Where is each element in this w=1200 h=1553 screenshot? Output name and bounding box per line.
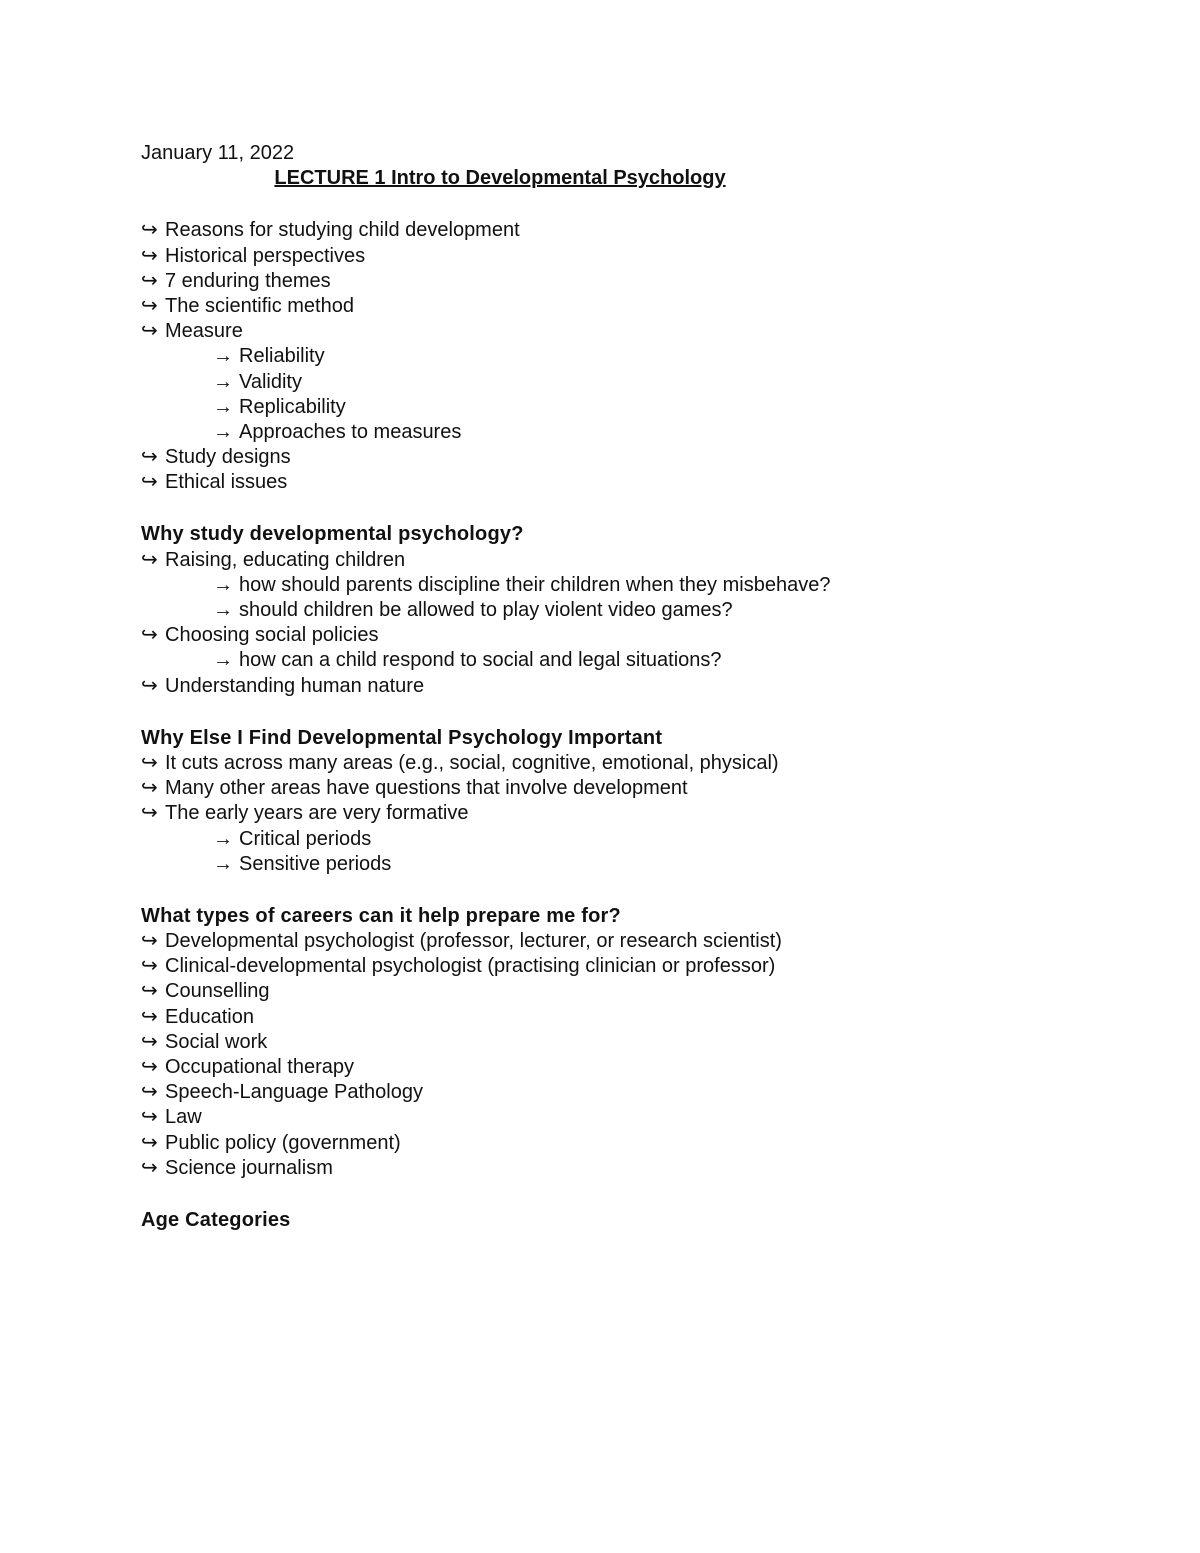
list-item: ↪ Public policy (government) xyxy=(141,1131,1061,1156)
hook-arrow-icon: ↪ xyxy=(141,244,158,267)
sub-list-item: → Critical periods xyxy=(141,827,1061,852)
sub-list-item: → Validity xyxy=(141,370,1061,395)
right-arrow-icon: → xyxy=(213,370,233,393)
hook-arrow-icon: ↪ xyxy=(141,548,158,571)
list-item: ↪ Measure xyxy=(141,319,1061,344)
list-item: ↪ Education xyxy=(141,1005,1061,1030)
hook-arrow-icon: ↪ xyxy=(141,471,158,494)
section-heading: Why study developmental psychology? xyxy=(141,523,524,546)
hook-arrow-icon: ↪ xyxy=(141,446,158,469)
hook-arrow-icon: ↪ xyxy=(141,802,158,825)
list-item: ↪ Raising, educating children xyxy=(141,548,1061,573)
hook-arrow-icon: ↪ xyxy=(141,674,158,697)
right-arrow-icon: → xyxy=(213,599,233,621)
right-arrow-icon: → xyxy=(213,573,233,596)
right-arrow-icon: → xyxy=(213,852,233,875)
hook-arrow-icon: ↪ xyxy=(141,930,158,953)
list-item: ↪ Ethical issues xyxy=(141,470,1061,495)
careers-section xyxy=(141,904,1061,1181)
hook-arrow-icon: ↪ xyxy=(141,1005,158,1028)
list-item: ↪ Occupational therapy xyxy=(141,1055,1061,1080)
spacer xyxy=(141,191,1061,218)
list-item: ↪ Reasons for studying child development xyxy=(141,218,1061,243)
list-item: ↪ Understanding human nature xyxy=(141,674,1061,699)
document-date: January 11, 2022 xyxy=(141,142,295,164)
sub-list-item: → how can a child respond to social and legal situations? xyxy=(141,648,1061,673)
hook-arrow-icon: ↪ xyxy=(141,980,158,1003)
hook-arrow-icon: ↪ xyxy=(141,955,158,978)
section-heading: What types of careers can it help prepare me for? xyxy=(141,904,621,927)
list-item: ↪ Many other areas have questions that involve development xyxy=(141,776,1061,801)
hook-arrow-icon: ↪ xyxy=(141,1156,158,1179)
document-page xyxy=(141,141,1061,1233)
hook-arrow-icon: ↪ xyxy=(141,269,158,292)
spacer xyxy=(141,699,1061,726)
list-item: ↪ It cuts across many areas (e.g., social, cognitive, emotional, physical) xyxy=(141,751,1061,776)
list-item: ↪ Developmental psychologist (professor, lecturer, or research scientist) xyxy=(141,929,1061,954)
list-item: ↪ Science journalism xyxy=(141,1156,1061,1181)
spacer xyxy=(141,877,1061,904)
hook-arrow-icon: ↪ xyxy=(141,219,158,242)
section-heading: Age Categories xyxy=(141,1208,291,1231)
list-item: ↪ Speech-Language Pathology xyxy=(141,1080,1061,1105)
why-else-section xyxy=(141,726,1061,877)
lecture-title: LECTURE 1 Intro to Developmental Psychology xyxy=(274,167,726,190)
hook-arrow-icon: ↪ xyxy=(141,294,158,317)
list-item: ↪ Choosing social policies xyxy=(141,623,1061,648)
hook-arrow-icon: ↪ xyxy=(141,320,158,343)
hook-arrow-icon: ↪ xyxy=(141,1131,158,1154)
overview-list xyxy=(141,218,1061,495)
sub-list-item: → Reliability xyxy=(141,344,1061,369)
list-item: ↪ Counselling xyxy=(141,979,1061,1004)
hook-arrow-icon: ↪ xyxy=(141,624,158,647)
right-arrow-icon: → xyxy=(213,649,233,672)
hook-arrow-icon: ↪ xyxy=(141,1056,158,1078)
hook-arrow-icon: ↪ xyxy=(141,777,158,800)
right-arrow-icon: → xyxy=(213,420,233,443)
list-item: ↪ Social work xyxy=(141,1030,1061,1055)
sub-list-item: → Replicability xyxy=(141,395,1061,420)
sub-list-item: → Sensitive periods xyxy=(141,852,1061,877)
sub-list-item: → should children be allowed to play violent video games? xyxy=(141,598,1061,623)
list-item: ↪ 7 enduring themes xyxy=(141,269,1061,294)
hook-arrow-icon: ↪ xyxy=(141,1030,158,1053)
sub-list-item: → how should parents discipline their children when they misbehave? xyxy=(141,573,1061,598)
section-heading: Why Else I Find Developmental Psychology Important xyxy=(141,726,663,749)
spacer xyxy=(141,495,1061,522)
hook-arrow-icon: ↪ xyxy=(141,1081,158,1104)
list-item: ↪ Law xyxy=(141,1105,1061,1130)
right-arrow-icon: → xyxy=(213,395,233,418)
list-item: ↪ The early years are very formative xyxy=(141,801,1061,826)
hook-arrow-icon: ↪ xyxy=(141,751,158,774)
list-item: ↪ Clinical-developmental psychologist (practising clinician or professor) xyxy=(141,954,1061,979)
list-item: ↪ Study designs xyxy=(141,445,1061,470)
list-item: ↪ The scientific method xyxy=(141,294,1061,319)
sub-list-item: → Approaches to measures xyxy=(141,420,1061,445)
hook-arrow-icon: ↪ xyxy=(141,1106,158,1129)
right-arrow-icon: → xyxy=(213,827,233,850)
list-item: ↪ Historical perspectives xyxy=(141,244,1061,269)
right-arrow-icon: → xyxy=(213,345,233,368)
spacer xyxy=(141,1181,1061,1208)
why-study-section xyxy=(141,522,1061,698)
